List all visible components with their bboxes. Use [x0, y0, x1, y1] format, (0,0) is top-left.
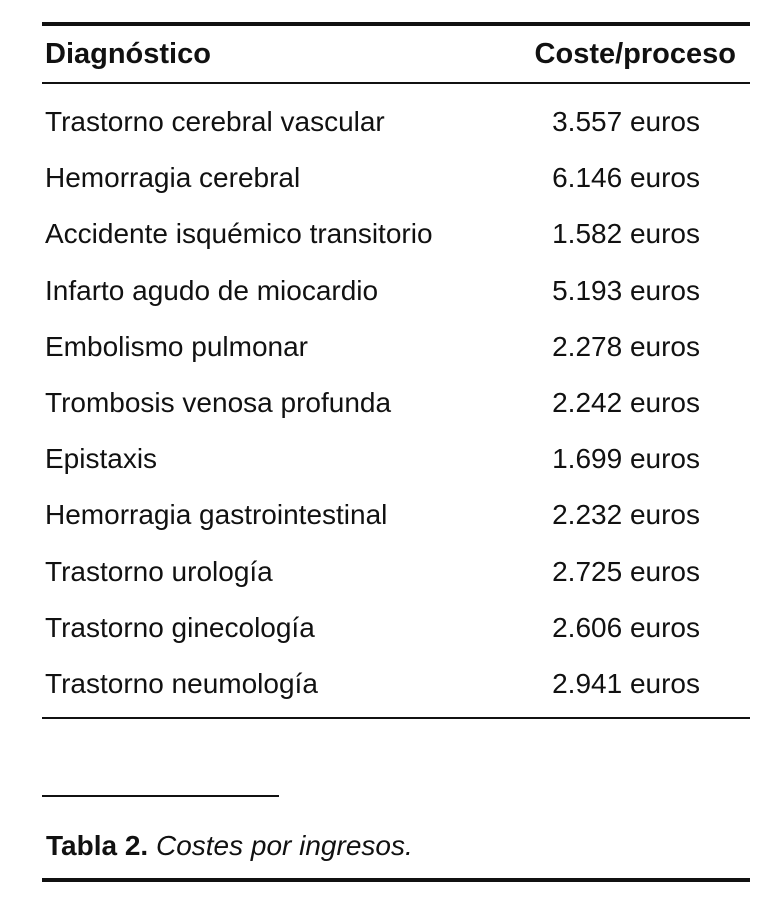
cost-cell: 2.242 euros: [552, 386, 700, 418]
cost-cell: 1.582 euros: [552, 218, 700, 250]
diagnosis-cell: Trastorno ginecología: [45, 611, 315, 643]
table-row: [42, 148, 750, 204]
cost-cell: 3.557 euros: [552, 106, 700, 137]
table-header-rule: [42, 82, 750, 84]
caption-separator: [42, 795, 279, 797]
cost-cell: 2.278 euros: [552, 330, 700, 362]
diagnosis-cell: Trastorno urología: [45, 555, 273, 587]
cost-cell: 2.941 euros: [552, 667, 700, 699]
diagnosis-cell: Embolismo pulmonar: [45, 330, 308, 362]
cost-cell: 5.193 euros: [552, 274, 700, 306]
diagnosis-cell: Epistaxis: [45, 443, 158, 475]
header-diagnosis: Diagnóstico: [45, 38, 211, 70]
diagnosis-cell: Infarto agudo de miocardio: [45, 274, 379, 306]
header-cost: Coste/proceso: [534, 38, 736, 70]
cost-cell: 1.699 euros: [552, 443, 700, 475]
table-row: [42, 261, 750, 317]
table-row: [42, 204, 750, 260]
table-caption: [46, 828, 413, 864]
table-row: [42, 373, 750, 429]
cost-cell: 2.232 euros: [552, 499, 700, 531]
diagnosis-cell: Trastorno neumología: [45, 667, 318, 699]
diagnosis-cell: Trombosis venosa profunda: [45, 386, 392, 418]
table-bottom-rule: [42, 717, 750, 719]
cost-cell: 2.725 euros: [552, 555, 700, 587]
table-body: [42, 92, 750, 710]
caption-bottom-rule: [42, 878, 750, 882]
table-header-row: [42, 28, 750, 80]
diagnosis-cell: Hemorragia gastrointestinal: [45, 499, 388, 531]
table-row: [42, 429, 750, 485]
cost-cell: 2.606 euros: [552, 611, 700, 643]
diagnosis-cell: Accidente isquémico transitorio: [45, 218, 433, 250]
table-row: [42, 92, 750, 148]
table-top-rule: [42, 22, 750, 26]
caption-text: Costes por ingresos.: [155, 830, 413, 861]
cost-cell: 6.146 euros: [552, 162, 700, 194]
table-row: [42, 598, 750, 654]
diagnosis-cell: Hemorragia cerebral: [45, 162, 301, 194]
table-row: [42, 542, 750, 598]
caption-label: Tabla 2.: [46, 830, 149, 861]
diagnosis-cell: Trastorno cerebral vascular: [45, 106, 385, 137]
table-row: [42, 654, 750, 710]
table-row: [42, 485, 750, 541]
table-row: [42, 317, 750, 373]
